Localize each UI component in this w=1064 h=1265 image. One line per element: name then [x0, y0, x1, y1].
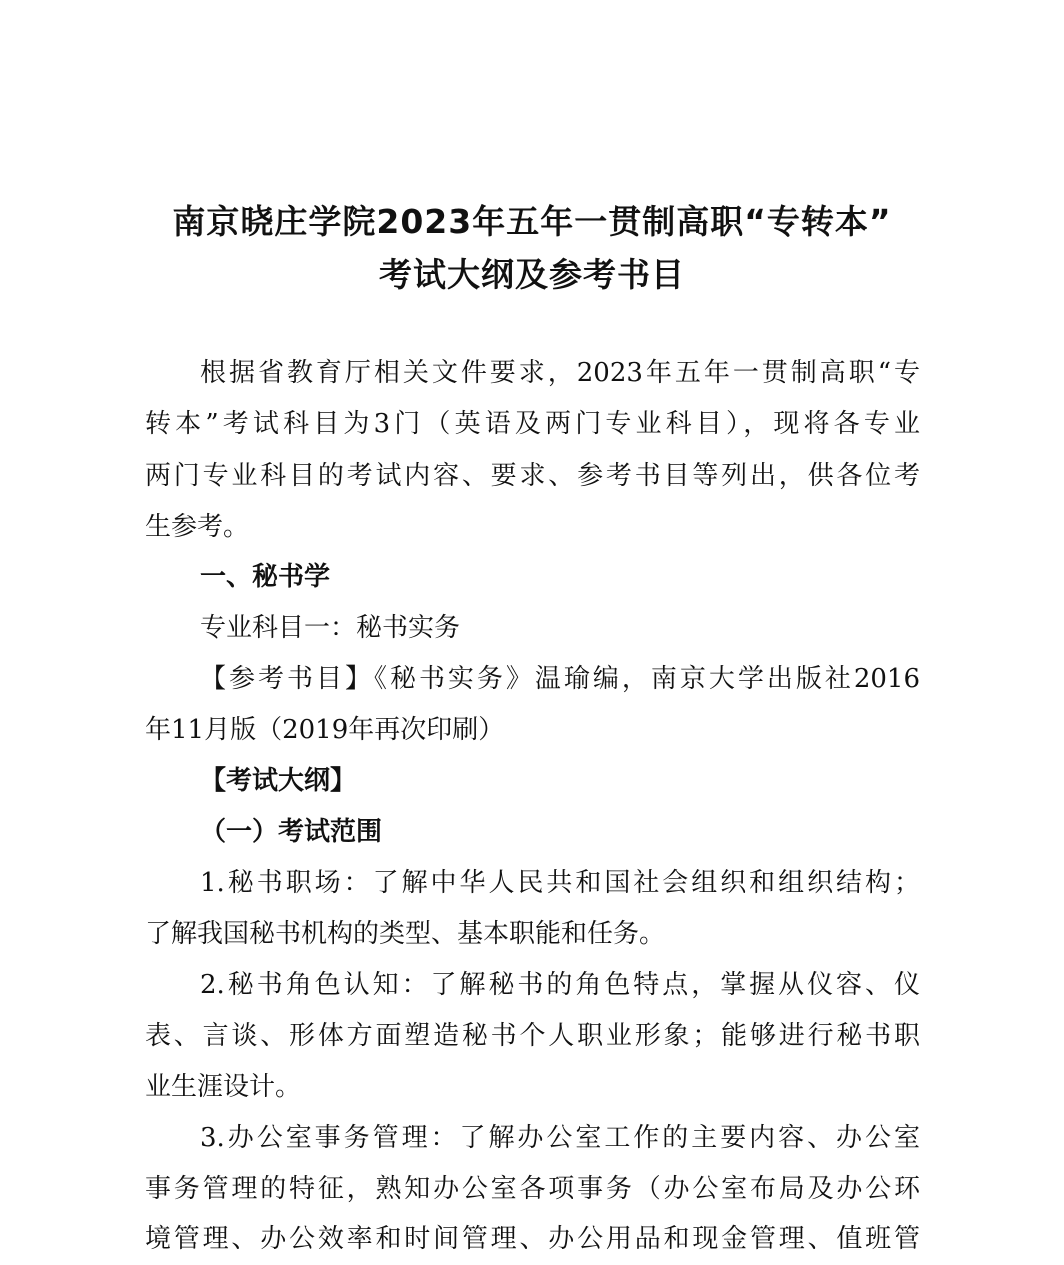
scope-item-line: 业生涯设计。 — [145, 1072, 302, 1102]
reference-line: 年11月版（2019年再次印刷） — [145, 715, 505, 745]
scope-item-line: 2.秘书角色认知：了解秘书的角色特点，掌握从仪容、仪 — [200, 970, 920, 1000]
scope-item-line: 了解我国秘书机构的类型、基本职能和任务。 — [145, 919, 666, 949]
intro-paragraph-line: 生参考。 — [145, 512, 250, 542]
scope-item-line: 境管理、办公效率和时间管理、办公用品和现金管理、值班管 — [145, 1224, 920, 1254]
scope-item-line: 事务管理的特征，熟知办公室各项事务（办公室布局及办公环 — [145, 1174, 920, 1204]
document-title-line-1: 南京晓庄学院2023年五年一贯制高职“专转本” — [172, 202, 892, 241]
scope-heading: （一）考试范围 — [200, 817, 383, 847]
scope-item-line: 表、言谈、形体方面塑造秘书个人职业形象；能够进行秘书职 — [145, 1021, 920, 1051]
document-title-line-2: 考试大纲及参考书目 — [379, 255, 685, 294]
subject-heading: 专业科目一：秘书实务 — [200, 613, 461, 643]
outline-heading: 【考试大纲】 — [200, 766, 357, 796]
scope-item-line: 1.秘书职场：了解中华人民共和国社会组织和组织结构； — [200, 868, 920, 898]
section-heading: 一、秘书学 — [200, 562, 331, 592]
intro-paragraph-line: 转本”考试科目为3门（英语及两门专业科目），现将各专业 — [145, 409, 920, 439]
reference-line: 【参考书目】《秘书实务》温瑜编，南京大学出版社2016 — [200, 664, 920, 694]
scope-item-line: 3.办公室事务管理：了解办公室工作的主要内容、办公室 — [200, 1123, 920, 1153]
intro-paragraph-line: 两门专业科目的考试内容、要求、参考书目等列出，供各位考 — [145, 461, 920, 491]
intro-paragraph-line: 根据省教育厅相关文件要求，2023年五年一贯制高职“专 — [200, 358, 920, 388]
